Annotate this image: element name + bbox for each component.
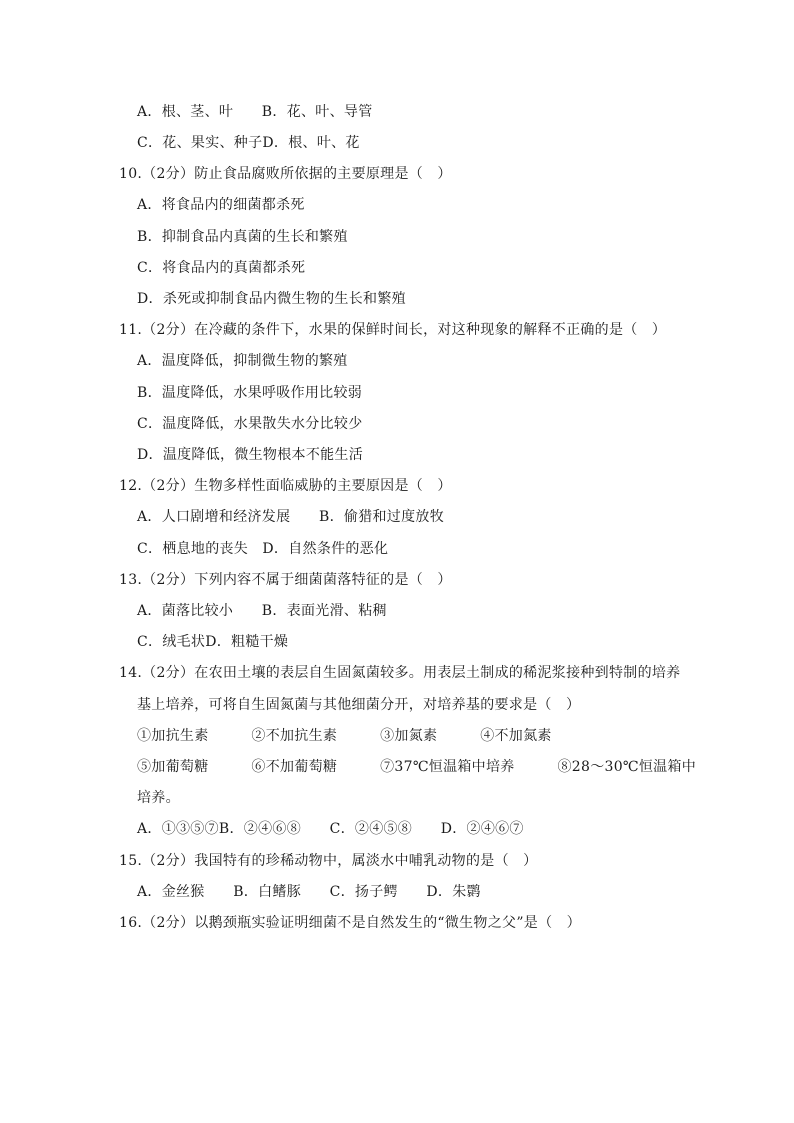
q13-options-line-1: A．菌落比较小 B．表面光滑、粘稠 <box>137 603 387 619</box>
q12-options-line-1: A．人口剧增和经济发展 B．偷猎和过度放牧 <box>137 509 444 525</box>
q11-stem: 11.（2分）在冷藏的条件下，水果的保鲜时间长，对这种现象的解释不正确的是（ ） <box>119 322 667 338</box>
q14-conditions-line-3: 培养。 <box>137 790 180 806</box>
q10-option-d: D．杀死或抑制食品内微生物的生长和繁殖 <box>137 291 406 307</box>
q11-option-d: D．温度降低，微生物根本不能生活 <box>137 447 364 463</box>
q15-options: A．金丝猴 B．白鳍豚 C．扬子鳄 D．朱鹮 <box>137 884 481 900</box>
q12-options-line-2: C．栖息地的丧失 D．自然条件的恶化 <box>137 541 389 557</box>
q10-option-b: B．抑制食品内真菌的生长和繁殖 <box>137 229 348 245</box>
q15-stem: 15.（2分）我国特有的珍稀动物中，属淡水中哺乳动物的是（ ） <box>119 853 538 869</box>
q14-conditions-line-1: ①加抗生素 ②不加抗生素 ③加氮素 ④不加氮素 <box>137 728 552 744</box>
q13-options-line-2: C．绒毛状D．粗糙干燥 <box>137 634 289 650</box>
q14-stem: 14.（2分）在农田土壤的表层自生固氮菌较多。用表层土制成的稀泥浆接种到特制的培养 <box>119 665 681 681</box>
q16-stem: 16.（2分）以鹅颈瓶实验证明细菌不是自然发生的“微生物之父”是（ ） <box>119 915 581 931</box>
q10-stem: 10.（2分）防止食品腐败所依据的主要原理是（ ） <box>119 166 452 182</box>
q9-options-line-2: C．花、果实、种子D．根、叶、花 <box>137 135 360 151</box>
q14-options: A．①③⑤⑦B．②④⑥⑧ C．②④⑤⑧ D．②④⑥⑦ <box>137 821 524 837</box>
q10-option-a: A．将食品内的细菌都杀死 <box>137 197 305 213</box>
q11-option-b: B．温度降低，水果呼吸作用比较弱 <box>137 385 363 401</box>
q14-conditions-line-2: ⑤加葡萄糖 ⑥不加葡萄糖 ⑦37℃恒温箱中培养 ⑧28～30℃恒温箱中 <box>137 759 697 775</box>
q12-stem: 12.（2分）生物多样性面临威胁的主要原因是（ ） <box>119 478 452 494</box>
q9-options-line-1: A．根、茎、叶 B．花、叶、导管 <box>137 104 373 120</box>
q10-option-c: C．将食品内的真菌都杀死 <box>137 260 306 276</box>
q11-option-a: A．温度降低，抑制微生物的繁殖 <box>137 353 348 369</box>
q13-stem: 13.（2分）下列内容不属于细菌菌落特征的是（ ） <box>119 572 452 588</box>
q14-stem-continued: 基上培养，可将自生固氮菌与其他细菌分开，对培养基的要求是（ ） <box>137 697 581 713</box>
q11-option-c: C．温度降低，水果散失水分比较少 <box>137 416 363 432</box>
